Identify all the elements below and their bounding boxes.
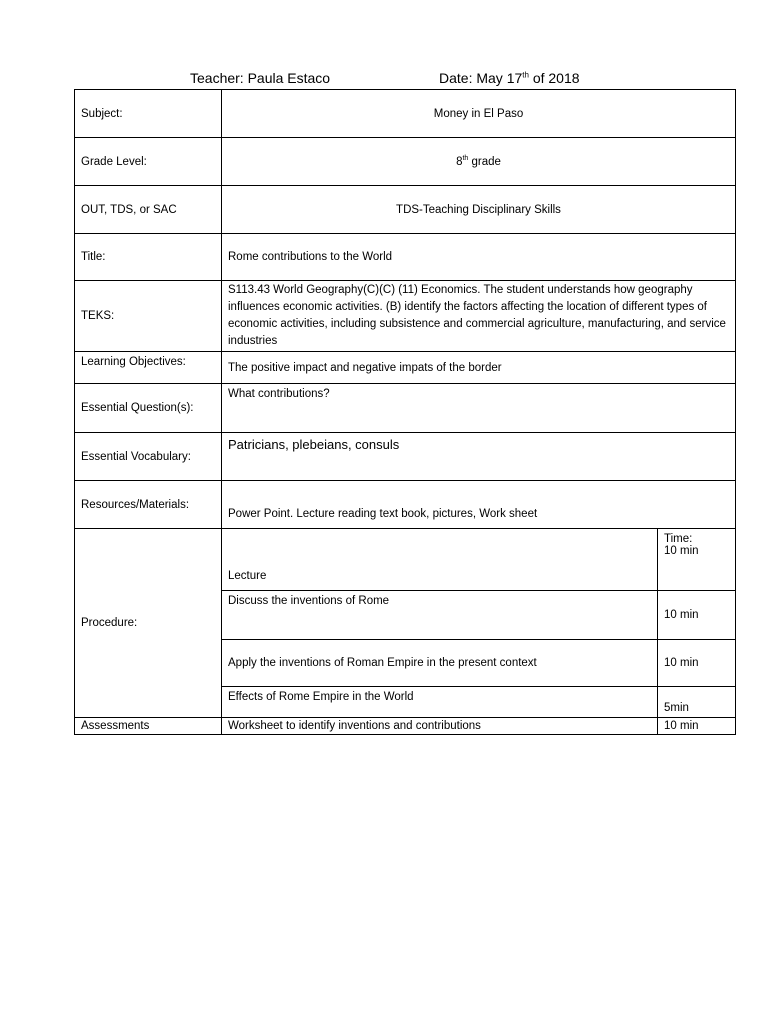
- procedure-time-1: Time: 10 min: [658, 529, 736, 591]
- grade-row: [75, 138, 736, 186]
- lesson-plan-table: [74, 89, 736, 735]
- assessments-time: 10 min: [658, 718, 736, 735]
- procedure-label: Procedure:: [75, 529, 222, 718]
- objectives-row: [75, 352, 736, 384]
- resources-label: Resources/Materials:: [75, 481, 222, 529]
- question-label: Essential Question(s):: [75, 384, 222, 433]
- teks-label: TEKS:: [75, 281, 222, 352]
- out-row: [75, 186, 736, 234]
- subject-label: Subject:: [75, 90, 222, 138]
- procedure-step-4: Effects of Rome Empire in the World: [222, 687, 658, 718]
- procedure-row-1: [75, 529, 736, 591]
- objectives-value: The positive impact and negative impats of the border: [222, 352, 736, 384]
- procedure-step-2: Discuss the inventions of Rome: [222, 591, 658, 640]
- subject-value: Money in El Paso: [222, 90, 736, 138]
- assessments-value: Worksheet to identify inventions and contributions: [222, 718, 658, 735]
- resources-row: [75, 481, 736, 529]
- grade-label: Grade Level:: [75, 138, 222, 186]
- objectives-label: Learning Objectives:: [75, 352, 222, 384]
- vocab-value: Patricians, plebeians, consuls: [222, 433, 736, 481]
- vocab-label: Essential Vocabulary:: [75, 433, 222, 481]
- teks-value: S113.43 World Geography(C)(C) (11) Economics. The student understands how geography influences economic activities. (B) identify the factors affecting the location of different types of economic activities, including subsistence and commercial agriculture, manufacturing, and service industries: [222, 281, 736, 352]
- title-label: Title:: [75, 234, 222, 281]
- title-row: [75, 234, 736, 281]
- procedure-time-2: 10 min: [658, 591, 736, 640]
- resources-value: Power Point. Lecture reading text book, pictures, Work sheet: [222, 481, 736, 529]
- assessments-row: [75, 718, 736, 735]
- lesson-date: Date: May 17th of 2018: [439, 70, 580, 86]
- document-header: [0, 68, 768, 90]
- out-label: OUT, TDS, or SAC: [75, 186, 222, 234]
- procedure-step-3: Apply the inventions of Roman Empire in the present context: [222, 640, 658, 687]
- out-value: TDS-Teaching Disciplinary Skills: [222, 186, 736, 234]
- question-value: What contributions?: [222, 384, 736, 433]
- question-row: [75, 384, 736, 433]
- procedure-time-3: 10 min: [658, 640, 736, 687]
- teacher-name: Teacher: Paula Estaco: [190, 70, 331, 86]
- procedure-time-4: 5min: [658, 687, 736, 718]
- grade-value: 8th grade: [222, 138, 736, 186]
- vocab-row: [75, 433, 736, 481]
- teks-row: [75, 281, 736, 352]
- title-value: Rome contributions to the World: [222, 234, 736, 281]
- procedure-step-1: Lecture: [222, 529, 658, 591]
- subject-row: [75, 90, 736, 138]
- assessments-label: Assessments: [75, 718, 222, 735]
